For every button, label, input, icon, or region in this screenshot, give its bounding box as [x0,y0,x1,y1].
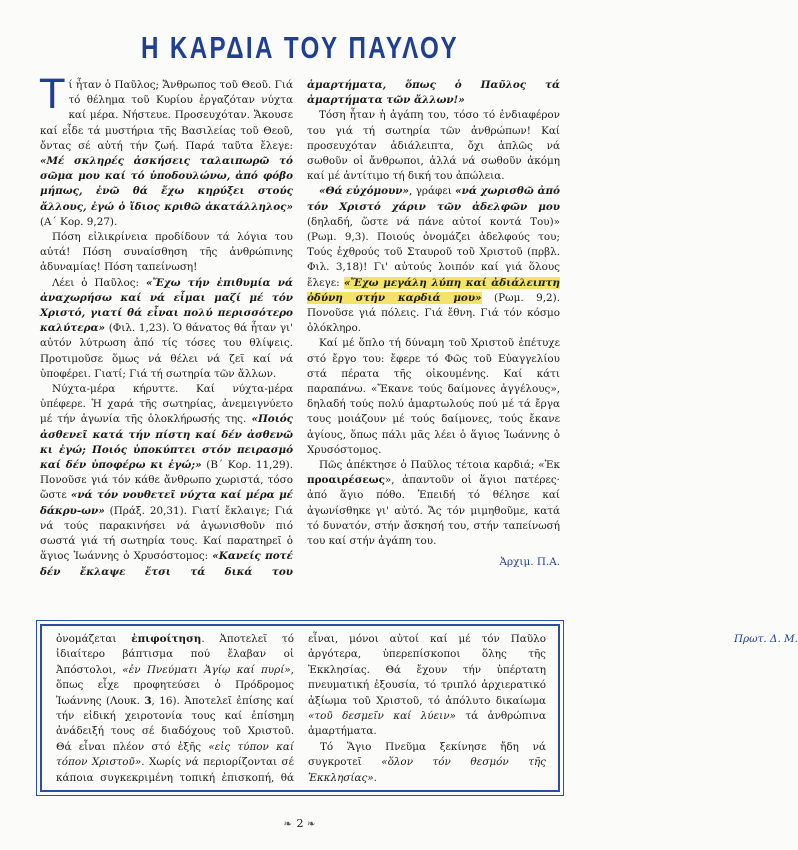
paragraph [40,276,293,382]
emphasis-text: προαιρέσεως [307,474,385,487]
body-text: Λέει ὁ Παῦλος: [52,276,146,289]
inset-text [56,632,798,790]
quote-text: «Κανείς ποτέ δέν ἔκλαψε ἔτσι τά δικά του ἁμαρτήματα, ὅπως ὁ Παῦλος τά ἁμαρτήματα τῶν ἄλλων!» [40,79,560,578]
quote-text: «Ποιός ἀσθενεῖ κατά τήν πίστη καί δέν ἀσθενῶ κι ἐγώ; Ποιός ὑποκύπτει στόν πειρασμό καί δέν ὑποφέρω κι ἐγώ;» [40,413,293,472]
drop-cap: Τ [40,72,65,118]
body-text: (Β΄ Κορ. 11,29). Πονοῦσε γιά τόν κάθε ἄνθρωπο χωριστά, τόσο ὥστε [40,459,293,502]
body-text: Νύχτα-μέρα κήρυττε. Καί νύχτα-μέρα ὑπέφερε. Ἡ χαρά τῆς σωτηρίας, ἀνεμειγνύετο μέ τήν ἀγωνία τῆς ὁλοκλήρωσής της. [40,383,293,426]
quote-text: «νά τόν νουθετεῖ νύχτα καί μέρα μέ δάκρυ-ων» [40,489,293,517]
emphasis-text: ἐπιφοίτηση [131,633,202,645]
body-text: , 16). Ἀποτελεῖ ἐπίσης καί τήν εἰδική χειροτονία τους καί ἐπίσημη ἀνάδειξή τους σέ διαδόχους τοῦ Χριστοῦ. Θά εἶναι πλέον στό ἑξῆς [56,694,294,753]
body-text: (Πράξ. 20,31). Γιατί ἔκλαιγε; Γιά νά τούς παρακινήσει νά ἀγωνισθοῦν πιό σωστά γιά τή σωτηρία τους. Καί παρατηρεῖ ὁ ἅγιος Ἰωάννης ὁ Χρυσόστομος: [40,504,293,563]
highlighted-quote: «Ἔχω μεγάλη λύπη καί ἀδιάλειπτη ὀδύνη στήν καρδιά μου» [307,276,560,304]
article-title: Η ΚΑΡΔΙΑ ΤΟΥ ΠΑΥΛΟΥ [141,30,459,65]
body-text: ὀνομάζεται [56,633,132,645]
body-text: , γράφει [409,185,456,198]
inset-box [40,624,798,792]
body-text: Τό Ἅγιο Πνεῦμα ξεκίνησε ἤδη νά συγκροτεῖ [308,740,546,769]
body-text: », ἀπαντοῦν οἱ ἅγιοι πατέρες· ἀπό ἅγιο πόθο. Ἐπειδή τό θέλησε καί ἀγωνίσθηκε γι' αὐτό. Ἄς τόν μιμηθοῦμε, κατά τό δυνατόν, στήν ἄσκησή του, στήν ταπείνωσή του καί στήν ἀγάπη του. [307,474,560,548]
body-text: . [373,771,377,784]
page-number: 2 [296,817,304,830]
paragraph [308,740,546,786]
paragraph: Πόση εἰλικρίνεια προδίδουν τά λόγια του αὐτά! Πόση συναίσθηση τῆς ἀνθρώπινης ἀδυναμίας! Πόση ταπείνωση! [40,231,293,274]
quote-text: «Θά εὐχόμουν» [319,185,409,198]
emphasis-text: 3 [144,694,152,707]
body-text: τά ἀνθρώπινα ἁμαρτήματα. [308,710,546,738]
page-footer [0,817,600,830]
body-text: (Φιλ. 1,23). Ὁ θάνατος θά ἦταν γι' αὐτόν λύτρωση ἀπό τίς τόσες του θλίψεις. Προτιμοῦσε ὅμως νά θέλει νά ζεῖ καί νά ὑποφέρει. Γιατί; Γιά τή σωτηρία τῶν ἄλλων. [40,322,293,380]
paragraph [307,184,560,336]
quote-text: «εἰς τύπον καί τόπον Χριστοῦ» [56,740,294,769]
quote-text: «νά χωρισθῶ ἀπό τόν Χριστό χάριν τῶν ἀδελφῶν μου [307,185,560,213]
paragraph: Καί μέ ὅπλο τή δύναμη τοῦ Χριστοῦ ἐπέτυχε στό ἔργο του: ἔφερε τό Φῶς τοῦ Εὐαγγελίου στά πέρατα τῆς οἰκουμένης. Καί κάτι παραπάνω. «Ἔκανε τούς δαίμονες ἀγγέλους», δηλαδή τούς πολύ ἁμαρτωλούς πού μέ τά ἔργα τους μοιάζουν μέ τούς δαίμονες, τούς ἔκανε ἁγίους, ὅπως πάλι μᾶς λέει ὁ ἅγιος Ἰωάννης ὁ Χρυσόστομος. [307,337,560,456]
quote-text: «Μέ σκληρές ἀσκήσεις ταλαιπωρῶ τό σῶμα μου καί τό ὑποδουλώνω, ἀπό φόβο μήπως, ἐνῶ θά ἔχω κηρύξει στούς ἄλλους, ἐγώ ὁ ἴδιος κριθῶ ἀκατάλληλος» [40,155,293,213]
body-text: . Ἀποτελεῖ τό ἰδιαίτερο βάπτισμα πού ἔλαβαν οἱ Ἀπόστολοι, [56,633,294,676]
body-text: (δηλαδή, ὥστε νά πάνε αὐτοί κοντά Του)» (Ρωμ. 9,3). Ποιούς ὀνομάζει ἀδελφούς του; Τούς ἐχθρούς τοῦ Σταυροῦ τοῦ Χριστοῦ (πρβλ. Φιλ. 3,18)! Γι' αὐτούς λοιπόν καί γιά ὅλους ἔλεγε: [307,215,560,289]
body-text: . Χωρίς νά περιορίζονται σέ κάποια συγκεκριμένη τοπική ἐπισκοπή, θά εἶναι, μόνοι αὐτοί καί μέ τόν Παῦλο ἀργότερα, ὑπερεπίσκοποι ὅλης τῆς Ἐκκλησίας. Θά ἔχουν τήν ὑπέρτατη πνευματική ἐξουσία, τό τριπλό ἀρχιερατικό ἀξίωμα τοῦ Χριστοῦ, τό ἀπόλυτο δικαίωμα [56,633,546,784]
article-body [40,72,560,593]
body-text: , ὅπως εἶχε προφητεύσει ὁ Πρόδρομος Ἰωάννης (Λουκ. [56,663,294,707]
quote-text: «ἐν Πνεύματι Ἁγίῳ καί πυρί» [122,663,291,676]
body-text: ί ἦταν ὁ Παῦλος; Ἄνθρωπος τοῦ Θεοῦ. Γιά τό θέλημα τοῦ Κυρίου ἐργαζόταν νύχτα καί μέρα. Νήστευε. Προσευχόταν. Ἄκουσε καί εἶδε τά μυστήρια τῆς Βασιλείας τοῦ Θεοῦ, ὄντας σέ αὐτή τήν ζωή. Παρά ταῦτα ἔλεγε: [40,79,293,152]
inset-signature: Πρωτ. Δ. Μ. [733,633,798,645]
ornament-icon: ❧ [307,819,317,830]
quote-text: «τοῦ δεσμεῖν καί λύειν» [308,710,456,723]
paragraph: Τόση ἦταν ἡ ἀγάπη του, τόσο τό ἐνδιαφέρον του γιά τή σωτηρία τῶν ἀνθρώπων! Καί προσευχόταν ἀδιάλειπτα, ὄχι ἁπλῶς νά σωθοῦν οἱ ἄνθρωποι, ἀλλά νά σωθοῦν ἀκόμη καί μέ ἀντίτιμο τή δική του ἀπώλεια. [307,109,560,183]
ornament-icon: ❧ [283,819,293,830]
body-text: (Ρωμ. 9,2). Πονοῦσε γιά πόλεις. Γιά ἔθνη. Γιά τόν κόσμο ὁλόκληρο. [307,291,560,335]
body-text: (Α΄ Κορ. 9,27). [40,215,118,228]
body-text: Πῶς ἀπέκτησε ὁ Παῦλος τέτοια καρδιά; «Ἐκ [319,459,560,472]
paragraph [40,72,293,230]
article-signature: Ἀρχιμ. Π.Α. [499,556,560,569]
quote-text: «ὅλον τόν θεσμόν τῆς Ἐκκλησίας» [308,756,546,784]
quote-text: «Ἔχω τήν ἐπιθυμία νά ἀναχωρήσω καί νά εἶμαι μαζί μέ τόν Χριστό, γιατί θά εἶναι πολύ περισσότερο καλύτερα» [40,276,293,335]
paragraph [307,458,560,549]
